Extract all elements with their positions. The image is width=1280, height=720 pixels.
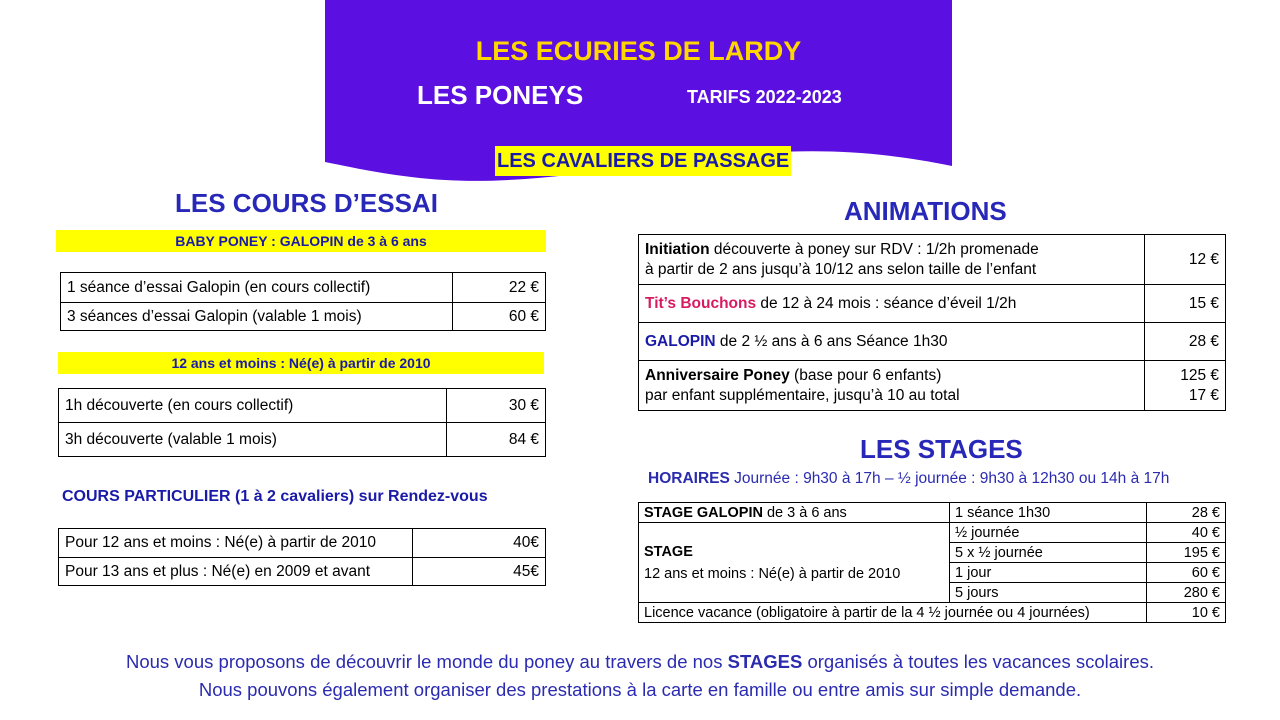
licence-label: Licence vacance (obligatoire à partir de la 4 ½ journée ou 4 journées) [639,603,1147,623]
row-price: 30 € [447,389,546,423]
row-price: 28 € [1145,323,1226,361]
private-lessons-heading: COURS PARTICULIER (1 à 2 cavaliers) sur Rendez-vous [62,488,488,505]
table-row [639,503,1226,523]
row-price: 45€ [413,558,546,586]
header-banner [325,0,952,192]
row-label: GALOPIN de 2 ½ ans à 6 ans Séance 1h30 [639,323,1145,361]
row-label: 1 séance d’essai Galopin (en cours collectif) [61,273,453,303]
stage-option: 1 jour [950,563,1147,583]
table-row [639,361,1226,411]
banner-tag: LES CAVALIERS DE PASSAGE [495,146,791,176]
row-label: Tit’s Bouchons de 12 à 24 mois : séance d’éveil 1/2h [639,285,1145,323]
banner-subtitle: LES PONEYS [417,80,584,110]
table-row [639,323,1226,361]
baby-poney-bar: BABY PONEY : GALOPIN de 3 à 6 ans [56,230,546,252]
table-row [59,423,546,457]
stages-hours: HORAIRES Journée : 9h30 à 17h – ½ journée : 9h30 à 12h30 ou 14h à 17h [648,470,1170,487]
stage-option: 5 jours [950,583,1147,603]
stage-label: STAGE 12 ans et moins : Né(e) à partir de 2010 [639,523,950,603]
row-label: 1h découverte (en cours collectif) [59,389,447,423]
row-price: 15 € [1145,285,1226,323]
row-label: Initiation découverte à poney sur RDV : 1/2h promenade à partir de 2 ans jusqu’à 10/12 ans selon taille de l’enfant [639,235,1145,285]
row-label: 3h découverte (valable 1 mois) [59,423,447,457]
table-row [639,285,1226,323]
row-price: 84 € [447,423,546,457]
essai-heading: LES COURS D’ESSAI [175,188,438,218]
stage-price: 280 € [1147,583,1226,603]
row-price: 60 € [453,303,546,331]
animations-table [638,234,1226,411]
footer-line-1: Nous vous proposons de découvrir le monde du poney au travers de nos STAGES organisés à toutes les vacances scolaires. [125,651,1154,672]
table-row [639,235,1226,285]
row-price: 22 € [453,273,546,303]
licence-price: 10 € [1147,603,1226,623]
stages-heading: LES STAGES [860,434,1023,464]
age-trial-table [58,388,546,457]
table-row [61,303,546,331]
row-label: Pour 13 ans et plus : Né(e) en 2009 et avant [59,558,413,586]
table-row [61,273,546,303]
banner-season: TARIFS 2022-2023 [687,87,842,107]
table-row [59,558,546,586]
row-price: 40€ [413,529,546,558]
row-label: Anniversaire Poney (base pour 6 enfants) par enfant supplémentaire, jusqu’à 10 au total [639,361,1145,411]
animations-heading: ANIMATIONS [844,196,1007,226]
row-label: Pour 12 ans et moins : Né(e) à partir de 2010 [59,529,413,558]
stage-option: 1 séance 1h30 [950,503,1147,523]
table-row [639,523,1226,543]
stage-price: 60 € [1147,563,1226,583]
footer-line-2: Nous pouvons également organiser des prestations à la carte en famille ou entre amis sur simple demande. [198,679,1082,700]
table-row [639,603,1226,623]
stage-price: 28 € [1147,503,1226,523]
row-label: 3 séances d’essai Galopin (valable 1 mois) [61,303,453,331]
stage-option: ½ journée [950,523,1147,543]
stages-table [638,502,1226,623]
stage-option: 5 x ½ journée [950,543,1147,563]
row-price: 12 € [1145,235,1226,285]
table-row [59,389,546,423]
stage-galopin-label: STAGE GALOPIN de 3 à 6 ans [639,503,950,523]
baby-trial-table [60,272,546,331]
table-row [59,529,546,558]
stage-price: 195 € [1147,543,1226,563]
stage-price: 40 € [1147,523,1226,543]
row-price: 125 € 17 € [1145,361,1226,411]
banner-title: LES ECURIES DE LARDY [475,36,802,66]
age-bar: 12 ans et moins : Né(e) à partir de 2010 [58,352,544,374]
private-lessons-table [58,528,546,586]
